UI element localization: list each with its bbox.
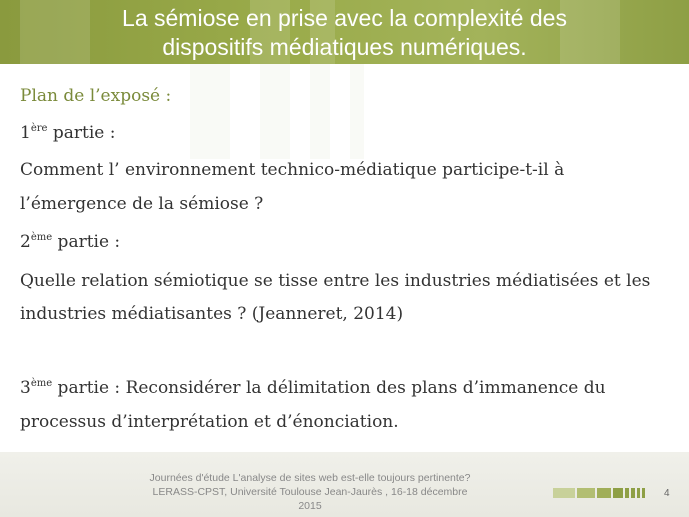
footer-line3: 2015 (298, 500, 322, 512)
footer-bar (637, 488, 640, 498)
watermark-stripe (190, 64, 230, 159)
slide-footer (0, 452, 689, 517)
part3-number: 3 (20, 378, 31, 398)
part3-superscript: ème (30, 378, 53, 389)
part1-heading (20, 123, 115, 143)
part3-heading (20, 378, 606, 398)
footer-line2: LERASS-CPST, Université Toulouse Jean-Jaurès , 16-18 décembre (152, 486, 468, 498)
watermark-stripe (350, 64, 364, 159)
part2-number: 2 (20, 232, 31, 252)
part3-line2: processus d’interprétation et d’énonciation. (20, 412, 399, 432)
watermark-stripe (310, 64, 330, 159)
page-number: 4 (664, 488, 670, 499)
footer-bar (553, 488, 575, 498)
footer-bar (642, 488, 645, 498)
part2-question-line1: Quelle relation sémiotique se tisse entre les industries médiatisées et les (20, 271, 651, 291)
slide-title-line1: La sémiose en prise avec la complexité des (122, 5, 567, 31)
watermark-stripe (260, 64, 290, 159)
part1-question-line2: l’émergence de la sémiose ? (20, 194, 264, 214)
part3-label: partie : Reconsidérer la délimitation des plans d’immanence du (52, 378, 606, 398)
footer-bar (597, 488, 611, 498)
footer-bar (613, 488, 623, 498)
footer-bar (625, 488, 629, 498)
footer-text (120, 471, 500, 513)
part2-superscript: ème (30, 232, 53, 243)
part1-label: partie : (47, 123, 116, 143)
part1-superscript: ère (30, 123, 48, 134)
part2-heading (20, 232, 120, 252)
footer-line1: Journées d'étude L'analyse de sites web est-elle toujours pertinente? (149, 472, 471, 484)
part1-number: 1 (20, 123, 31, 143)
part1-question-line1: Comment l’ environnement technico-médiatique participe-t-il à (20, 160, 565, 180)
footer-bar (631, 488, 635, 498)
title-bar (0, 0, 689, 64)
footer-bar (577, 488, 595, 498)
part2-label: partie : (52, 232, 121, 252)
footer-bars-decoration (553, 488, 645, 498)
slide-title-line2: dispositifs médiatiques numériques. (162, 34, 527, 60)
part2-question-line2: industries médiatisantes ? (Jeanneret, 2014) (20, 304, 404, 324)
slide-title (0, 4, 689, 62)
plan-heading: Plan de l’exposé : (20, 86, 172, 106)
